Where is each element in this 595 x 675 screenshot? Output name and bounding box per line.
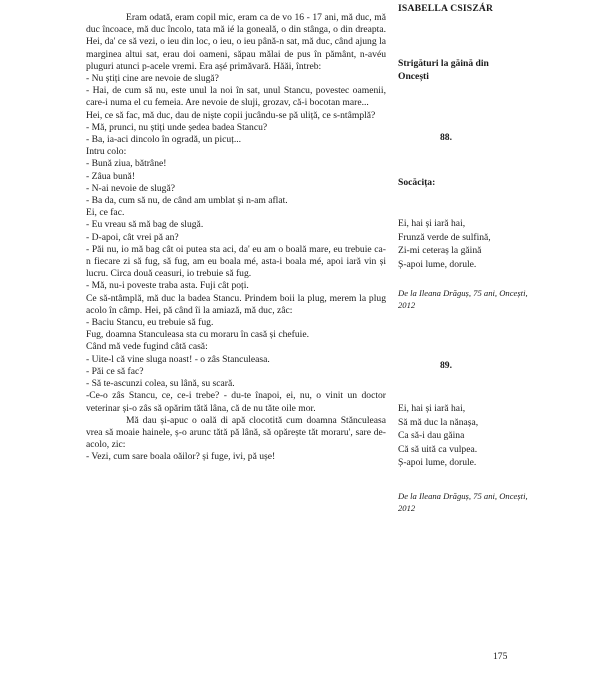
- story-paragraph: - Păi ce să fac?: [86, 365, 144, 377]
- story-paragraph: - Să te-ascunzi colea, su lână, su scară.: [86, 378, 235, 390]
- story-paragraph: - D-apoi, cât vrei pă an?: [86, 231, 179, 243]
- story-paragraph: Eram odată, eram copil mic, eram ca de vo 16 - 17 ani, mă duc, mă duc încoace, mă duc încolo, tata mă ié la goneală, o din stânga, o din dreapta. Hei, da' ce să vezi, o ieu din loc, o ieu, o ieu până-n sat, mă duc, când ajung la marginea altui sat, erau doi oameni, săpau mălai de pus în pământ, n-avéu pluguri atunci p-acele vremi. Era așé primăvară. Hăăi, întreb:: [86, 12, 386, 72]
- story-paragraph: - N-ai nevoie de slugă?: [86, 182, 175, 194]
- section-title: Strigături la găină din Oncești: [398, 58, 489, 82]
- story-paragraph: Când mă vede fugind câtă casă:: [86, 341, 208, 353]
- right-column: [398, 3, 528, 513]
- story-paragraph: - Baciu Stancu, eu trebuie să fug.: [86, 317, 214, 329]
- story-paragraph: - Ba da, cum să nu, de când am umblat și n-am aflat.: [86, 195, 288, 207]
- source-note-89: De la Ileana Drăguș, 75 ani, Oncești, 2012: [398, 491, 528, 513]
- story-paragraph: - Uite-l că vine sluga noast! - o zâs Stanculeasa.: [86, 353, 270, 365]
- speaker-heading: Socăcița:: [398, 177, 436, 188]
- song-number-89: 89.: [440, 360, 452, 371]
- story-paragraph: - Nu știți cine are nevoie de slugă?: [86, 73, 219, 85]
- verse-line: Ei, hai și iară hai,: [398, 403, 466, 414]
- verse-89: [398, 402, 478, 470]
- story-paragraph: Fug, doamna Stanculeasa sta cu moraru în casă și chefuie.: [86, 329, 309, 341]
- verse-line: Frunză verde de sulfină,: [398, 231, 491, 243]
- verse-line: Zi-mi ceteraș la găină: [398, 245, 482, 256]
- story-paragraph: - Vezi, cum sare boala oăilor? și fuge, ivi, pă ușe!: [86, 451, 276, 463]
- story-paragraph: - Zâua bună!: [86, 170, 136, 182]
- story-paragraph: -Ce-o zâs Stancu, ce, ce-i trebe? - du-te înapoi, ei, nu, o vinit un doctor veterinar și-o zâs să opărim tătă lâna, că de nu tăte oile mor.: [86, 390, 386, 414]
- story-paragraph: - Mă, nu-i poveste traba asta. Fuji cât poți.: [86, 280, 249, 292]
- story-paragraph: Hei, ce să fac, mă duc, dau de niște copii jucându-se pă uliță, ce s-ntâmplă?: [86, 109, 376, 121]
- story-text: [86, 12, 386, 464]
- verse-88: [398, 217, 491, 271]
- verse-line: Să mă duc la nănașa,: [398, 416, 479, 428]
- verse-line: Ca să-i dau găina: [398, 430, 465, 441]
- story-paragraph: - Mă, prunci, nu știți unde ședea badea Stancu?: [86, 121, 268, 133]
- story-paragraph: - Bună ziua, bătrâne!: [86, 158, 167, 170]
- author-header: ISABELLA CSISZÁR: [398, 3, 494, 14]
- story-paragraph: Mă dau și-apuc o oală di apă clocotită cum doamna Stănculeasa vrea să moaie hainele, ș-o arunc tătă pă lână, să opărește tăt moraru', sare de-acolo, zic:: [86, 414, 386, 451]
- story-paragraph: - Hai, de cum să nu, este unul la noi în sat, unul Stancu, povestec oamenii, care-i numa el cu femeia. Are nevoie de sluji, grozav, că-i bocotan mare...: [86, 85, 386, 109]
- story-paragraph: - Eu vreau să mă bag de slugă.: [86, 219, 204, 231]
- story-paragraph: Ce să-ntâmplă, mă duc la badea Stancu. Prindem boii la plug, merem la plug acolo în câmp. Hei, pă când îi la amiază, mă duc, zâc:: [86, 292, 386, 316]
- verse-line: Ș-apoi lume, dorule.: [398, 457, 477, 468]
- story-paragraph: - Ba, ia-aci dincolo în ogradă, un picuț...: [86, 134, 242, 146]
- source-note-88: De la Ileana Drăguș, 75 ani, Oncești, 2012: [398, 288, 528, 310]
- story-paragraph: - Păi nu, io mă bag cât oi putea sta aci, da' eu am o boală mare, eu trebuie ca-n fiecare zi să fug, să fug, am eu boala mé, asta-i boala mé, apoi iară vin și lucru. Circa două ceasuri, io trebuie să fug.: [86, 243, 386, 280]
- verse-line: Ei, hai și iară hai,: [398, 218, 466, 229]
- story-paragraph: Ei, ce fac.: [86, 207, 125, 219]
- story-paragraph: Intru colo:: [86, 146, 127, 158]
- verse-line: Ș-apoi lume, dorule.: [398, 258, 477, 270]
- verse-line: Că să uită ca vulpea.: [398, 443, 478, 455]
- song-number-88: 88.: [440, 132, 452, 143]
- page-number: 175: [493, 651, 508, 662]
